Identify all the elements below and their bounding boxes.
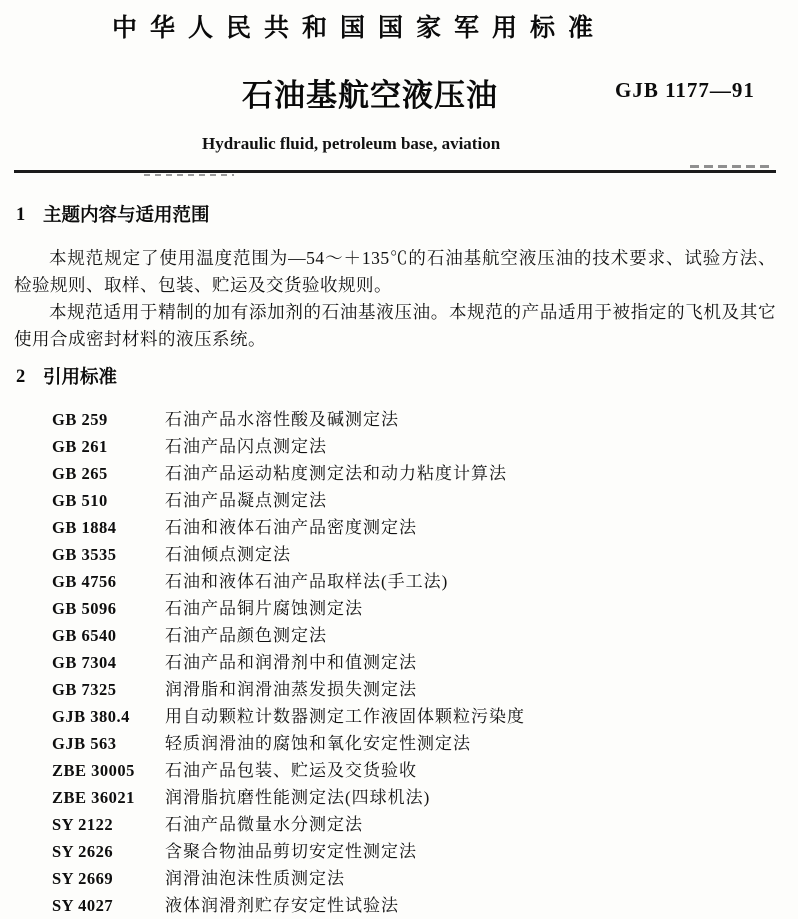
standard-row: [52, 892, 798, 919]
standard-code: ZBE 30005: [52, 761, 135, 780]
scan-artifact: [144, 174, 234, 176]
scanned-standard-page: [0, 8, 798, 917]
standard-code: SY 2626: [52, 842, 114, 861]
standard-title: 液体润滑剂贮存安定性试验法: [165, 896, 399, 915]
standard-code: GB 7325: [52, 680, 117, 699]
standard-code: ZBE 36021: [52, 788, 135, 807]
standard-title: 石油产品和润滑剂中和值测定法: [165, 653, 417, 672]
standards-list: [52, 406, 798, 919]
standard-code: SY 4027: [52, 896, 114, 915]
standard-code: SY 2122: [52, 815, 114, 834]
standard-row: [52, 730, 798, 757]
header-divider: [14, 170, 776, 173]
standard-code: GB 6540: [52, 626, 117, 645]
scan-artifact: [690, 165, 770, 168]
section-title: 引用标准: [43, 366, 118, 387]
standard-title: 石油产品包装、贮运及交货验收: [165, 761, 417, 780]
standard-title: 用自动颗粒计数器测定工作液固体颗粒污染度: [165, 707, 525, 726]
standard-title: 石油产品水溶性酸及碱测定法: [165, 410, 399, 429]
standard-code: GB 5096: [52, 599, 117, 618]
standard-code: GB 1884: [52, 518, 117, 537]
standard-title: 含聚合物油品剪切安定性测定法: [165, 842, 417, 861]
standard-code: GB 7304: [52, 653, 117, 672]
standard-code: SY 2669: [52, 869, 114, 888]
document-title: 石油基航空液压油: [242, 78, 498, 113]
standard-row: [52, 703, 798, 730]
section-number: 1: [16, 205, 26, 225]
section-title: 主题内容与适用范围: [43, 204, 210, 225]
section-number: 2: [16, 367, 26, 387]
section-1-heading: [16, 204, 798, 226]
standard-row: [52, 460, 798, 487]
standard-code: GJB 563: [52, 734, 117, 753]
standard-code: GB 4756: [52, 572, 117, 591]
standard-code: GB 510: [52, 491, 108, 510]
standard-title: 轻质润滑油的腐蚀和氧化安定性测定法: [165, 734, 471, 753]
national-standard-banner: 中华人民共和国国家军用标准: [112, 14, 607, 42]
standard-row: [52, 487, 798, 514]
standard-title: 石油产品闪点测定法: [165, 437, 327, 456]
standard-title: 石油和液体石油产品取样法(手工法): [165, 572, 449, 591]
divider-rule: [14, 170, 776, 173]
standard-row: [52, 514, 798, 541]
standard-row: [52, 406, 798, 433]
standard-row: [52, 622, 798, 649]
standard-row: [52, 676, 798, 703]
standard-title: 石油产品凝点测定法: [165, 491, 327, 510]
standard-row: [52, 865, 798, 892]
standard-title: 润滑脂和润滑油蒸发损失测定法: [165, 680, 417, 699]
title-row: [0, 70, 798, 113]
standard-row: [52, 811, 798, 838]
standard-row: [52, 595, 798, 622]
standard-row: [52, 649, 798, 676]
standard-code: GB 259: [52, 410, 108, 429]
standard-code: GB 261: [52, 437, 108, 456]
standard-title: 润滑油泡沫性质测定法: [165, 869, 345, 888]
standard-title: 石油产品铜片腐蚀测定法: [165, 599, 363, 618]
standard-title: 石油产品微量水分测定法: [165, 815, 363, 834]
standard-row: [52, 433, 798, 460]
paragraph: 本规范规定了使用温度范围为—54～＋135℃的石油基航空液压油的技术要求、试验方法、检验规则、取样、包装、贮运及交货验收规则。: [14, 248, 776, 295]
standard-number: GJB 1177—91: [615, 78, 755, 102]
paragraph: 本规范适用于精制的加有添加剂的石油基液压油。本规范的产品适用于被指定的飞机及其它使用合成密封材料的液压系统。: [14, 302, 776, 349]
standard-title: 石油和液体石油产品密度测定法: [165, 518, 417, 537]
standard-title: 润滑脂抗磨性能测定法(四球机法): [165, 788, 431, 807]
standard-row: [52, 784, 798, 811]
english-subtitle: Hydraulic fluid, petroleum base, aviation: [202, 134, 501, 153]
section-1-body: [14, 245, 776, 353]
standard-row: [52, 568, 798, 595]
section-2-heading: [16, 366, 798, 388]
standard-code: GJB 380.4: [52, 707, 130, 726]
standard-title: 石油倾点测定法: [165, 545, 291, 564]
standard-code: GB 3535: [52, 545, 117, 564]
standard-row: [52, 757, 798, 784]
standard-code: GB 265: [52, 464, 108, 483]
standard-title: 石油产品运动粘度测定法和动力粘度计算法: [165, 464, 507, 483]
standard-row: [52, 838, 798, 865]
standard-row: [52, 541, 798, 568]
standard-title: 石油产品颜色测定法: [165, 626, 327, 645]
